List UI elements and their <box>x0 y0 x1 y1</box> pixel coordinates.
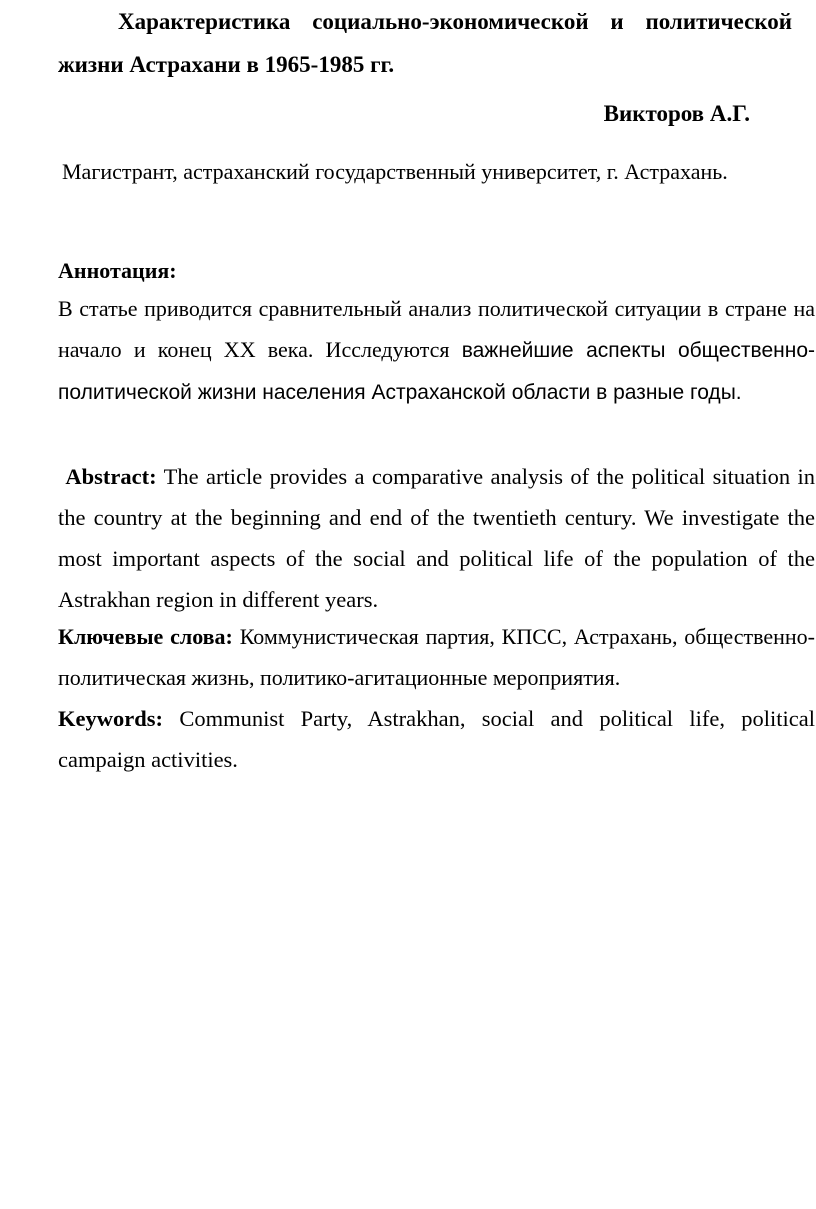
keywords-en-text: Communist Party, Astrakhan, social and political life, political campaign activities. <box>58 706 815 772</box>
keywords-en-label: Keywords: <box>58 706 163 731</box>
keywords-en-paragraph <box>58 698 815 780</box>
annotation-heading: Аннотация: <box>58 258 177 283</box>
title-line-1: Характеристика социально-экономической и политической <box>118 9 792 34</box>
abstract-text: The article provides a comparative analysis of the political situation in the country at the beginning and end of the twentieth century. We investigate the most important aspects of the social and political life of the population of the Astrakhan region in different years. <box>58 464 815 612</box>
abstract-label: Abstract: <box>65 464 157 489</box>
author-name: Викторов А.Г. <box>603 101 750 126</box>
annotation-text-part2: важнейшие аспекты общественно-политической жизни населения Астраханской области в разные годы. <box>58 339 815 404</box>
annotation-text <box>58 288 815 413</box>
annotation-text-part1: В статье приводится сравнительный анализ политической ситуации в стране на начало и конец XX века. Исследуются <box>58 296 815 362</box>
keywords-ru-text: Коммунистическая партия, КПСС, Астрахань, общественно-политическая жизнь, политико-агитационные мероприятия. <box>58 624 815 690</box>
title-line-2: жизни Астрахани в 1965-1985 гг. <box>58 52 395 77</box>
keywords-ru-label: Ключевые слова: <box>58 624 233 649</box>
author-affiliation: Магистрант, астраханский государственный университет, г. Астрахань. <box>62 159 728 184</box>
article-title <box>58 0 792 86</box>
keywords-ru-paragraph <box>58 616 815 698</box>
abstract-paragraph <box>58 456 815 620</box>
